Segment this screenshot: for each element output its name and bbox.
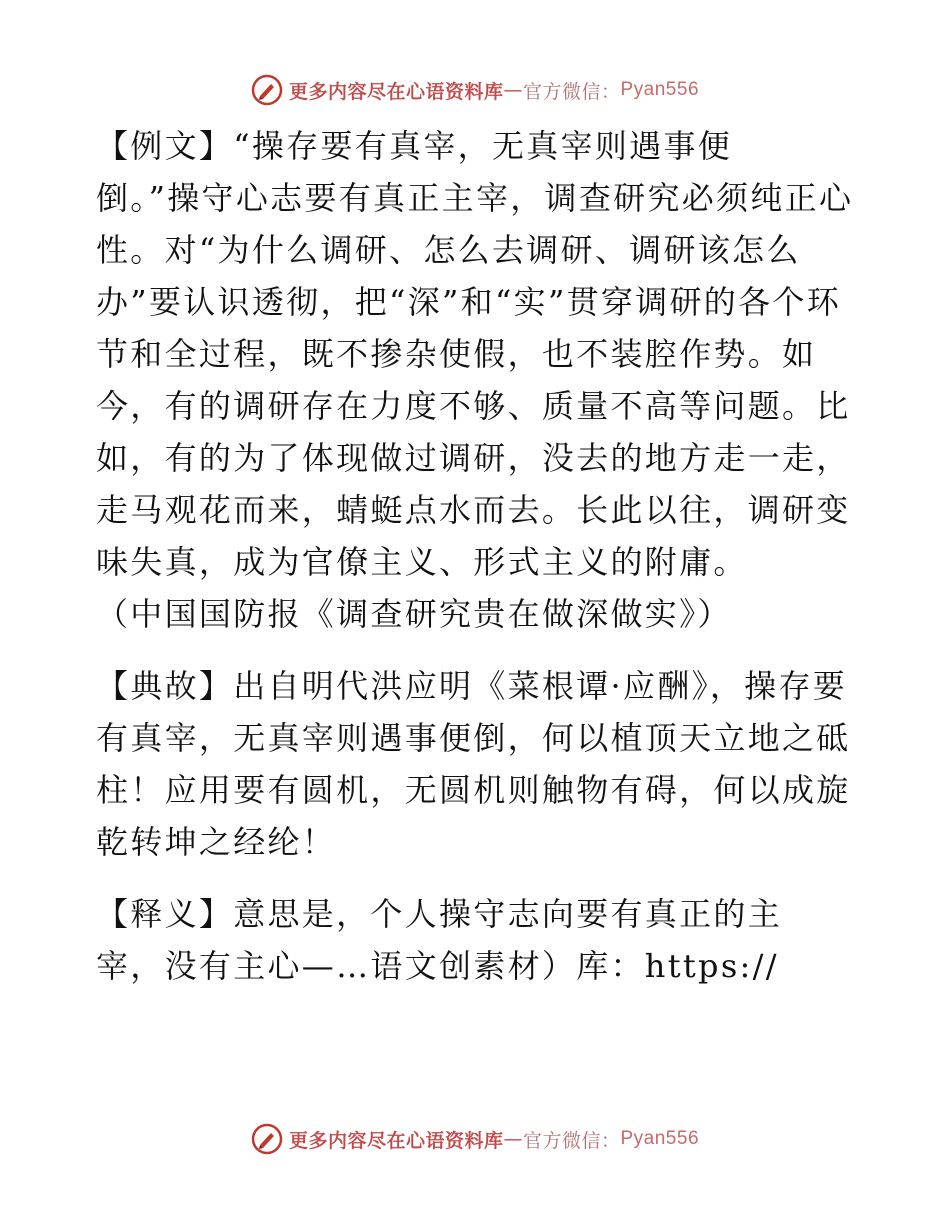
footer-watermark	[0, 1119, 950, 1159]
watermark-text: 更多内容尽在心语资料库	[288, 1129, 504, 1152]
watermark-official: 官方微信：	[522, 80, 621, 103]
allusion-paragraph: 【典故】出自明代洪应明《菜根谭·应酬》，操存要有真宰，无真宰则遇事便倒，何以植顶天立地之砥柱！应用要有圆机，无圆机则触物有碍，何以成旋乾转坤之经纶！	[96, 667, 851, 861]
logo-pen-icon	[251, 1123, 283, 1155]
watermark-text: 更多内容尽在心语资料库	[288, 80, 504, 103]
example-source: （中国国防报《调查研究贵在做深做实》）	[96, 595, 732, 633]
header-watermark	[0, 70, 950, 110]
watermark-official: 官方微信：	[522, 1129, 621, 1152]
watermark-dash: —	[503, 79, 523, 101]
watermark-wechat-id: Pyan556	[620, 1128, 700, 1149]
logo-pen-icon	[251, 74, 283, 106]
watermark-wechat-id: Pyan556	[620, 79, 700, 100]
example-paragraph: 【例文】“操存要有真宰，无真宰则遇事便 倒。”操守心志要有真正主宰，调查研究必须纯正心性。对“为什么调研、怎么去调研、调研该怎么办”要认识透彻，把“深”和“实”贯穿调研的各个环节和全过程，既不掺杂使假，也不装腔作势。如今，有的调研存在力度不够、质量不高等问题。比如，有的为了体现做过调研，没去的地方走一走，走马观花而来，蜻蜓点水而去。长此以往，调研变味失真，成为官僚主义、形式主义的附庸。	[96, 127, 854, 581]
document-body	[96, 120, 856, 992]
watermark-dash: —	[503, 1128, 523, 1150]
meaning-paragraph: 【释义】意思是，个人操守志向要有真正的主 宰，没有主心—…语文创素材）库：https://	[96, 895, 783, 985]
